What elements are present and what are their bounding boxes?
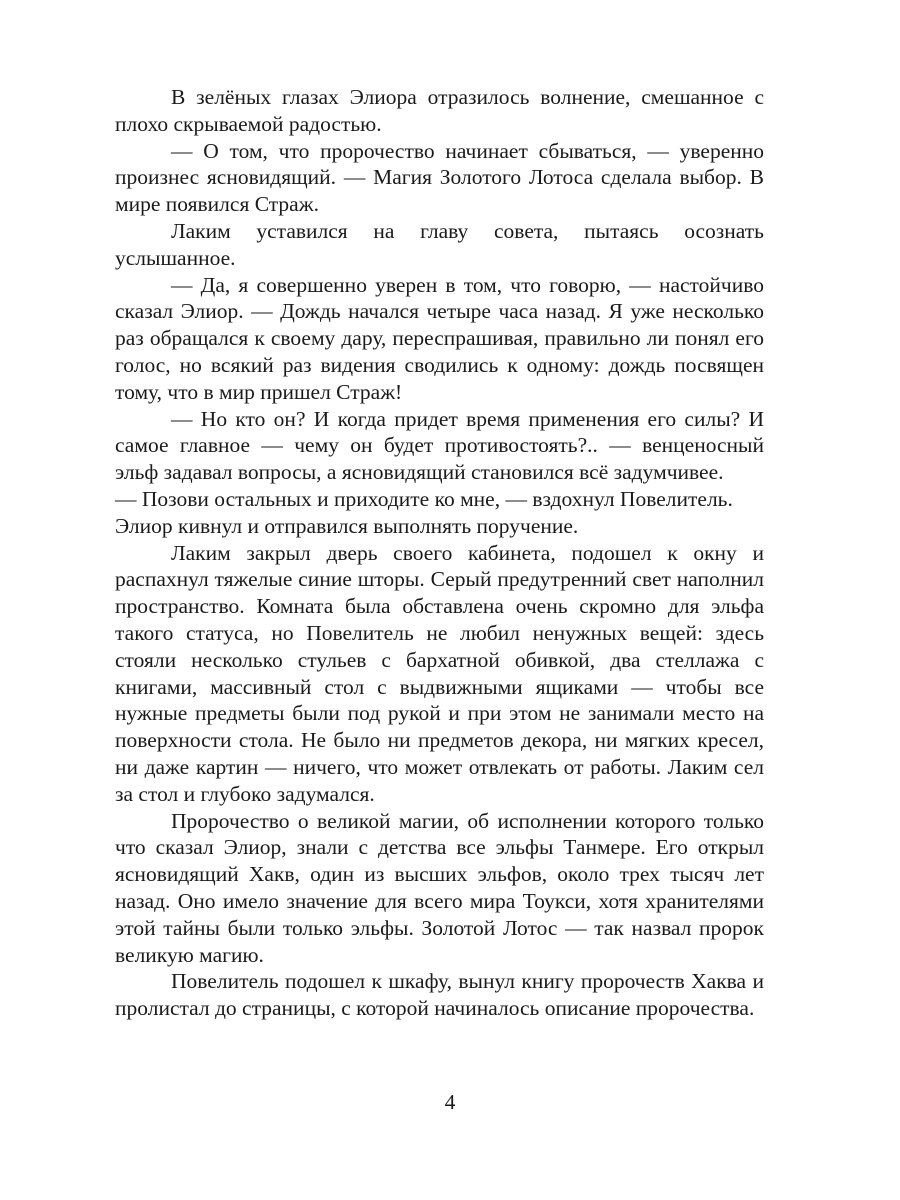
page-body: [115, 84, 764, 1022]
paragraph-7: Элиор кивнул и отправился выполнять поручение.: [115, 513, 579, 538]
paragraph-4: — Да, я совершенно уверен в том, что говорю, — настойчиво сказал Элиор. — Дождь начался четыре часа назад. Я уже несколько раз обращался к своему дару, переспрашивая, правильно ли понял его голос, но всякий раз видения сводились к одному: дождь посвящен тому, что в мир пришел Страж!: [115, 272, 764, 404]
paragraph-3: Лаким уставился на главу совета, пытаясь осознать услышанное.: [115, 218, 764, 270]
paragraph-1: В зелёных глазах Элиора отразилось волнение, смешанное с плохо скрываемой радостью.: [115, 85, 764, 136]
paragraph-10: Повелитель подошел к шкафу, вынул книгу пророчеств Хаква и пролистал до страницы, с которой начиналось описание пророчества.: [115, 969, 764, 1021]
paragraph-6: — Позови остальных и приходите ко мне, — вздохнул Повелитель.: [115, 486, 733, 511]
paragraph-9: Пророчество о великой магии, об исполнении которого только что сказал Элиор, знали с детства все эльфы Танмере. Его открыл ясновидящий Хакв, один из высших эльфов, около трех тысяч лет назад. Оно имело значение для всего мира Тоукси, хотя хранителями этой тайны были только эльфы. Золотой Лотос — так назвал пророк великую магию.: [115, 808, 764, 967]
page-number: 4: [444, 1090, 456, 1114]
paragraph-5: — Но кто он? И когда придет время применения его силы? И самое главное — чему он будет противостоять?.. — венценосный эльф задавал вопросы, а ясновидящий становился всё задумчивее.: [115, 406, 764, 485]
paragraph-2: — О том, что пророчество начинает сбываться, — уверенно произнес ясновидящий. — Магия Золотого Лотоса сделала выбор. В мире появился Страж.: [115, 138, 764, 217]
paragraph-8: Лаким закрыл дверь своего кабинета, подошел к окну и распахнул тяжелые синие шторы. Серый предутренний свет наполнил пространство. Комната была обставлена очень скромно для эльфа такого статуса, но Повелитель не любил ненужных вещей: здесь стояли несколько стульев с бархатной обивкой, два стеллажа с книгами, массивный стол с выдвижными ящиками — чтобы все нужные предметы были под рукой и при этом не занимали место на поверхности стола. Не было ни предметов декора, ни мягких кресел, ни даже картин — ничего, что может отвлекать от работы. Лаким сел за стол и глубоко задумался.: [115, 540, 764, 806]
